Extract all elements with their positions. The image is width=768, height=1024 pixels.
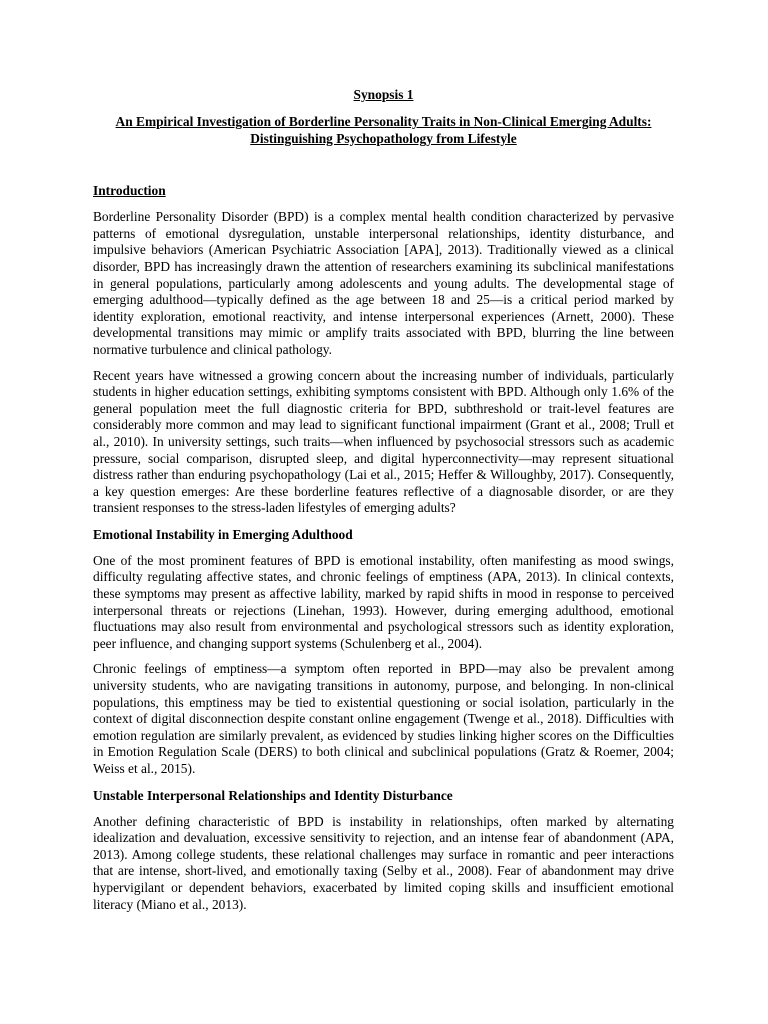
emotional-instability-paragraph-2: Chronic feelings of emptiness—a symptom often reported in BPD—may also be prevalent among university students, who are navigating transitions in autonomy, purpose, and belonging. In non-clinical populations, this emptiness may be tied to existential questioning or social isolation, particularly in the context of digital disconnection despite constant online engagement (Twenge et al., 2018). Difficulties with emotion regulation are similarly prevalent, as evidenced by studies linking higher scores on the Difficulties in Emotion Regulation Scale (DERS) to both clinical and subclinical populations (Gratz & Roemer, 2004; Weiss et al., 2015).	[93, 661, 674, 776]
introduction-heading: Introduction	[93, 183, 166, 199]
relationships-paragraph-1: Another defining characteristic of BPD is instability in relationships, often marked by alternating idealization and devaluation, excessive sensitivity to rejection, and an intense fear of abandonment (APA, 2013). Among college students, these relational challenges may surface in romantic and peer interactions that are intense, short-lived, and emotionally taxing (Selby et al., 2008). Fear of abandonment may drive hypervigilant or dependent behaviors, exacerbated by limited coping skills and insufficient emotional literacy (Miano et al., 2013).	[93, 813, 674, 912]
introduction-paragraph-1: Borderline Personality Disorder (BPD) is a complex mental health condition characterized by pervasive patterns of emotional dysregulation, unstable interpersonal relationships, identity disturbance, and impulsive behaviors (American Psychiatric Association [APA], 2013). Traditionally viewed as a clinical disorder, BPD has increasingly drawn the attention of researchers examining its subclinical manifestations in general populations, particularly among adolescents and young adults. The developmental stage of emerging adulthood—typically defined as the age between 18 and 25—is a critical period marked by identity exploration, emotional reactivity, and intense interpersonal experiences (Arnett, 2000). These developmental transitions may mimic or amplify traits associated with BPD, blurring the line between normative turbulence and clinical pathology.	[93, 209, 674, 357]
emotional-instability-paragraph-1: One of the most prominent features of BPD is emotional instability, often manifesting as mood swings, difficulty regulating affective states, and chronic feelings of emptiness (APA, 2013). In clinical contexts, these symptoms may present as affective lability, marked by rapid shifts in mood in response to perceived interpersonal threats or rejections (Linehan, 1993). However, during emerging adulthood, emotional fluctuations may also result from environmental and psychological stressors such as identity exploration, peer influence, and changing support systems (Schulenberg et al., 2004).	[93, 552, 674, 651]
document-page	[93, 86, 674, 922]
synopsis-label: Synopsis 1	[353, 87, 414, 102]
introduction-paragraph-2: Recent years have witnessed a growing concern about the increasing number of individuals, particularly students in higher education settings, exhibiting symptoms consistent with BPD. Although only 1.6% of the general population meet the full diagnostic criteria for BPD, subthreshold or trait-level features are considerably more common and may lead to significant functional impairment (Grant et al., 2008; Trull et al., 2010). In university settings, such traits—when influenced by psychosocial stressors such as academic pressure, social comparison, disrupted sleep, and digital hyperconnectivity—may represent situational distress rather than enduring psychopathology (Lai et al., 2015; Heffer & Willoughby, 2017). Consequently, a key question emerges: Are these borderline features reflective of a diagnosable disorder, or are they transient responses to the stress-laden lifestyles of emerging adults?	[93, 367, 674, 516]
emotional-instability-heading: Emotional Instability in Emerging Adulthood	[93, 526, 353, 542]
document-title: An Empirical Investigation of Borderline Personality Traits in Non-Clinical Emerging Adults: Distinguishing Psychopathology from Lifestyle	[115, 114, 652, 146]
relationships-heading: Unstable Interpersonal Relationships and Identity Disturbance	[93, 787, 453, 803]
